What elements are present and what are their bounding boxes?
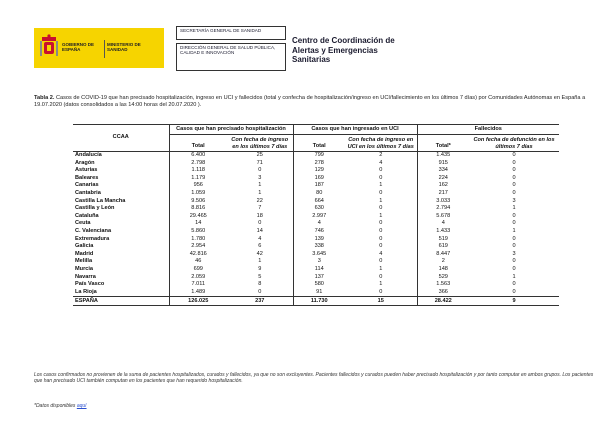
hosp-total-cell: 46: [169, 258, 227, 266]
uci-7d-cell: 0: [379, 174, 383, 181]
fall-total-cell: 519: [417, 236, 469, 244]
fall-total-cell: 366: [417, 289, 469, 297]
uci-total-cell: 91: [293, 289, 345, 297]
hosp-7d-cell: 8: [258, 281, 262, 288]
government-label: GOBIERNO DE ESPAÑA: [62, 42, 95, 52]
hosp-7d-cell: 25: [256, 152, 263, 159]
hosp-total-header: Total: [169, 135, 227, 152]
table-row: [73, 213, 559, 221]
uci-7d-cell: 0: [379, 235, 383, 242]
table-row: [73, 220, 559, 228]
uci-total-cell: 278: [293, 160, 345, 168]
uci-7d-cell: 1: [379, 212, 383, 219]
uci-7d-cell: 0: [379, 273, 383, 280]
uci-total-cell: 799: [293, 152, 345, 160]
uci-7d-cell: 0: [379, 205, 383, 212]
fall-7d-cell: 0: [512, 182, 516, 189]
uci-7d-cell: 0: [379, 258, 383, 265]
region-name: Asturias: [75, 167, 98, 174]
uci-total-cell: 80: [293, 190, 345, 198]
center-title-line3: Sanitarias: [292, 55, 331, 64]
hosp-7d-cell: 71: [256, 159, 263, 166]
data-note: [34, 403, 87, 409]
table-row: [73, 266, 559, 274]
hosp-total-cell: 7.011: [169, 281, 227, 289]
hosp-total-cell: 1.489: [169, 289, 227, 297]
hosp-total-cell: 5.860: [169, 228, 227, 236]
fall-7d-cell: 0: [512, 212, 516, 219]
fall-7d-cell: 0: [512, 167, 516, 174]
hosp-total-cell: 956: [169, 182, 227, 190]
region-name: ESPAÑA: [73, 297, 169, 306]
table-group-header-row: [73, 125, 559, 135]
uci-total-cell: 139: [293, 236, 345, 244]
fall-total-cell: 8.447: [417, 251, 469, 259]
fall-7d-cell: 3: [512, 250, 516, 257]
fall-7d-cell: 1: [512, 228, 516, 235]
hosp-group-header: Casos que han precisado hospitalización: [169, 125, 293, 135]
hosp-7d-cell: 0: [258, 167, 262, 174]
table-row: [73, 152, 559, 160]
table-row: [73, 289, 559, 297]
table-row: [73, 205, 559, 213]
hosp-7d-cell: 3: [258, 174, 262, 181]
uci-total-cell: 2.997: [293, 213, 345, 221]
hosp-7d-cell: 237: [227, 297, 293, 306]
government-logo: [34, 28, 164, 68]
uci-total-cell: 187: [293, 182, 345, 190]
fall-7d-header: Con fecha de defunción en los últimos 7 días: [469, 135, 559, 152]
hosp-total-cell: 126.025: [169, 297, 227, 306]
uci-7d-cell: 15: [345, 297, 417, 306]
hosp-total-cell: 2.059: [169, 274, 227, 282]
uci-total-cell: 169: [293, 175, 345, 183]
footnote: Los casos confirmados no provienen de la suma de pacientes hospitalizados, curados y fallecidos, ya que no son excluyentes. Pacientes fallecidos y curados pueden haber precisado hospitalización y por tanto computar en ambos grupos. Los pacientes que han precisado UCI también computan en los pacientes que han requerido hospitalización.: [34, 372, 594, 385]
uci-total-cell: 4: [293, 220, 345, 228]
uci-total-cell: 746: [293, 228, 345, 236]
table-row: [73, 243, 559, 251]
ccaa-header: CCAA: [73, 125, 169, 152]
hosp-total-cell: 42.816: [169, 251, 227, 259]
fall-total-cell: 334: [417, 167, 469, 175]
uci-7d-cell: 0: [379, 288, 383, 295]
fall-total-header: Total*: [417, 135, 469, 152]
fall-total-cell: 915: [417, 160, 469, 168]
region-name: Madrid: [75, 250, 94, 257]
fall-total-cell: 28.422: [417, 297, 469, 306]
fall-total-cell: 1.563: [417, 281, 469, 289]
hosp-7d-cell: 22: [256, 197, 263, 204]
uci-7d-cell: 0: [379, 228, 383, 235]
uci-total-cell: 338: [293, 243, 345, 251]
uci-7d-cell: 1: [379, 182, 383, 189]
fall-7d-cell: 0: [512, 220, 516, 227]
hosp-7d-cell: 0: [258, 220, 262, 227]
hosp-total-cell: 2.798: [169, 160, 227, 168]
table-row: [73, 228, 559, 236]
region-name: Aragón: [75, 159, 95, 166]
table-row: [73, 251, 559, 259]
region-name: Cantabria: [75, 190, 101, 197]
region-name: Cataluña: [75, 212, 99, 219]
fall-group-header: Fallecidos: [417, 125, 559, 135]
table-row: [73, 175, 559, 183]
fall-7d-cell: 0: [512, 190, 516, 197]
uci-total-cell: 11.730: [293, 297, 345, 306]
caption-label: Tabla 2.: [34, 95, 55, 101]
table-row: [73, 167, 559, 175]
fall-total-cell: 3.033: [417, 198, 469, 206]
fall-7d-cell: 0: [512, 281, 516, 288]
fall-7d-cell: 0: [512, 258, 516, 265]
uci-7d-cell: 1: [379, 197, 383, 204]
document-header: [34, 26, 594, 86]
region-name: Canarias: [75, 182, 99, 189]
hosp-7d-cell: 1: [258, 182, 262, 189]
uci-total-cell: 137: [293, 274, 345, 282]
hosp-7d-cell: 4: [258, 235, 262, 242]
table-row: [73, 258, 559, 266]
fall-total-cell: 224: [417, 175, 469, 183]
total-row: [73, 297, 559, 306]
fall-7d-cell: 9: [469, 297, 559, 306]
hosp-7d-cell: 5: [258, 273, 262, 280]
caption-text: Casos de COVID-19 que han precisado hospitalización, ingreso en UCI y fallecidos (total y confecha de hospitalización/ingreso en UCI/fallecimiento en los últimos 7 días) por Comunidades Autónomas en España a 19.07.2020 (datos consolidados a las 14:00 horas del 20.07.2020 ).: [34, 95, 586, 108]
hosp-total-cell: 29.465: [169, 213, 227, 221]
fall-total-cell: 619: [417, 243, 469, 251]
fall-total-cell: 2.794: [417, 205, 469, 213]
hosp-total-cell: 1.118: [169, 167, 227, 175]
fall-7d-cell: 3: [512, 197, 516, 204]
region-name: Murcia: [75, 266, 94, 272]
hosp-total-cell: 8.816: [169, 205, 227, 213]
uci-7d-cell: 0: [379, 167, 383, 174]
data-note-text: *Datos disponibles: [34, 403, 77, 409]
uci-7d-cell: 4: [379, 159, 383, 166]
center-title-line2: Alertas y Emergencias: [292, 45, 378, 55]
fall-total-cell: 5.678: [417, 213, 469, 221]
region-name: Castilla y León: [75, 205, 115, 212]
uci-7d-cell: 1: [379, 266, 383, 272]
hosp-7d-cell: 1: [258, 258, 262, 265]
hosp-7d-cell: 0: [258, 288, 262, 295]
data-source-link[interactable]: aquí: [76, 403, 87, 409]
uci-total-cell: 114: [293, 266, 345, 274]
fall-7d-cell: 0: [512, 235, 516, 242]
uci-7d-cell: 1: [379, 281, 383, 288]
hosp-total-cell: 1.780: [169, 236, 227, 244]
secretary-label: SECRETARÍA GENERAL DE SANIDAD: [176, 26, 286, 40]
region-name: Castilla La Mancha: [75, 197, 126, 204]
hosp-total-cell: 699: [169, 266, 227, 274]
uci-7d-header: Con fecha de ingreso en UCI en los últimos 7 días: [345, 135, 417, 152]
fall-7d-cell: 0: [512, 174, 516, 181]
region-name: País Vasco: [75, 281, 105, 288]
hosp-7d-cell: 14: [256, 228, 263, 235]
fall-7d-cell: 0: [512, 159, 516, 166]
uci-7d-cell: 0: [379, 190, 383, 197]
table-row: [73, 190, 559, 198]
hosp-total-cell: 14: [169, 220, 227, 228]
uci-total-cell: 580: [293, 281, 345, 289]
hosp-7d-cell: 1: [258, 190, 262, 197]
fall-total-cell: 148: [417, 266, 469, 274]
uci-total-cell: 3.645: [293, 251, 345, 259]
logo-divider: [104, 40, 105, 58]
fall-7d-cell: 0: [512, 266, 516, 272]
uci-7d-cell: 0: [379, 220, 383, 227]
center-title: [292, 36, 395, 65]
fall-total-cell: 2: [417, 258, 469, 266]
fall-total-cell: 1.435: [417, 152, 469, 160]
center-title-line1: Centro de Coordinación de: [292, 36, 395, 45]
hosp-total-cell: 1.179: [169, 175, 227, 183]
uci-7d-cell: 0: [379, 243, 383, 250]
fall-7d-cell: 1: [512, 205, 516, 212]
fall-total-cell: 529: [417, 274, 469, 282]
uci-7d-cell: 4: [379, 250, 383, 257]
hosp-total-cell: 6.400: [169, 152, 227, 160]
table-row: [73, 182, 559, 190]
ministry-label: MINISTERIO DE SANIDAD: [107, 42, 141, 52]
hosp-7d-header: Con fecha de ingreso en los últimos 7 días: [227, 135, 293, 152]
direction-label: DIRECCIÓN GENERAL DE SALUD PÚBLICA, CALIDAD E INNOVACIÓN: [176, 43, 286, 71]
hosp-total-cell: 9.506: [169, 198, 227, 206]
fall-total-cell: 162: [417, 182, 469, 190]
uci-total-cell: 129: [293, 167, 345, 175]
hosp-7d-cell: 7: [258, 205, 262, 212]
covid-table: [73, 124, 559, 306]
uci-total-header: Total: [293, 135, 345, 152]
region-name: Navarra: [75, 273, 96, 280]
table-row: [73, 236, 559, 244]
region-name: C. Valenciana: [75, 228, 112, 235]
uci-total-cell: 3: [293, 258, 345, 266]
table-row: [73, 274, 559, 282]
table-row: [73, 198, 559, 206]
fall-total-cell: 217: [417, 190, 469, 198]
fall-7d-cell: 1: [512, 273, 516, 280]
fall-7d-cell: 0: [512, 243, 516, 250]
region-name: Galicia: [75, 243, 94, 250]
hosp-7d-cell: 42: [256, 250, 263, 257]
region-name: Ceuta: [75, 220, 91, 227]
region-name: Melilla: [75, 258, 93, 265]
uci-total-cell: 630: [293, 205, 345, 213]
region-name: La Rioja: [75, 288, 97, 295]
department-boxes: [176, 26, 288, 72]
uci-7d-cell: 2: [379, 152, 383, 159]
table-row: [73, 281, 559, 289]
fall-total-cell: 1.433: [417, 228, 469, 236]
hosp-7d-cell: 9: [258, 266, 262, 272]
uci-total-cell: 664: [293, 198, 345, 206]
table-row: [73, 160, 559, 168]
hosp-7d-cell: 6: [258, 243, 262, 250]
region-name: Extremadura: [75, 235, 110, 242]
hosp-total-cell: 2.954: [169, 243, 227, 251]
region-name: Baleares: [75, 174, 99, 181]
fall-7d-cell: 0: [512, 152, 516, 159]
fall-7d-cell: 0: [512, 288, 516, 295]
fall-total-cell: 4: [417, 220, 469, 228]
region-name: Andalucía: [75, 152, 102, 159]
coat-of-arms-icon: [40, 34, 58, 60]
hosp-total-cell: 1.059: [169, 190, 227, 198]
hosp-7d-cell: 18: [256, 212, 263, 219]
table-caption: [34, 95, 594, 109]
uci-group-header: Casos que han ingresado en UCI: [293, 125, 417, 135]
